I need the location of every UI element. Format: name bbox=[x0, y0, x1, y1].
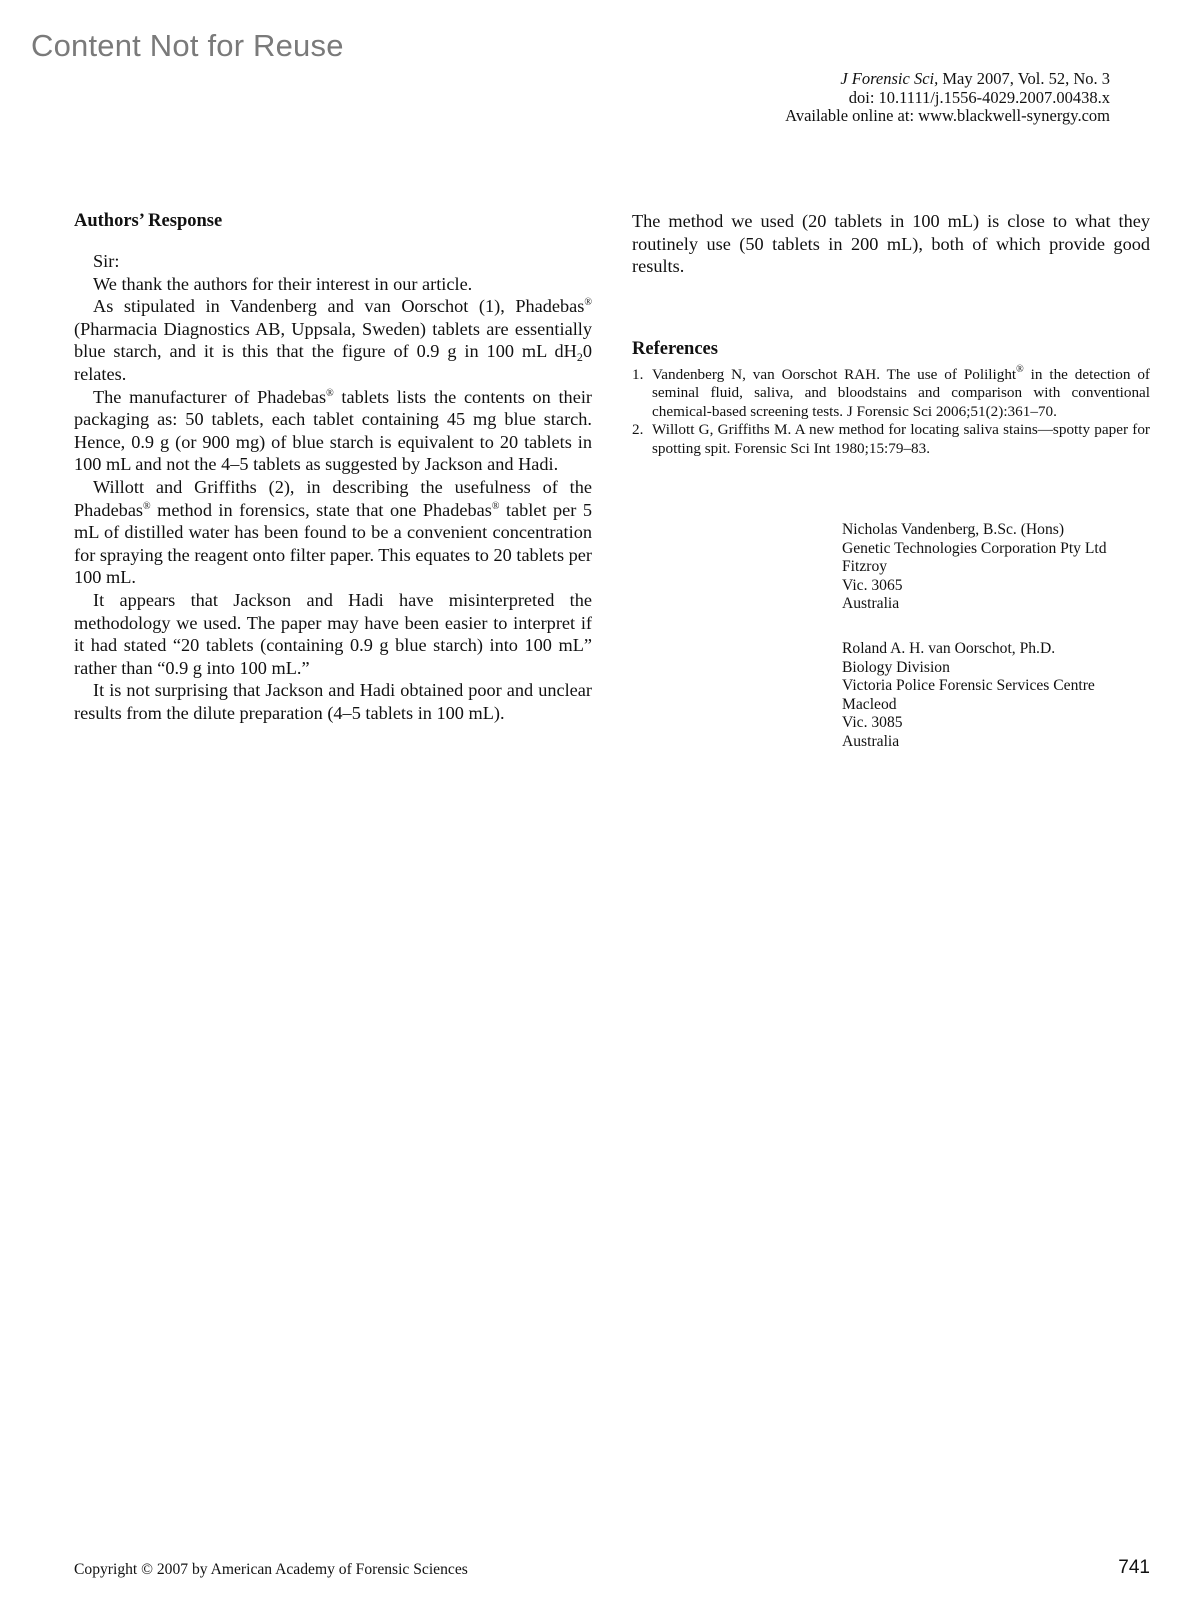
doi-line: doi: 10.1111/j.1556-4029.2007.00438.x bbox=[848, 87, 1110, 107]
affiliation-line: Genetic Technologies Corporation Pty Ltd bbox=[842, 539, 1107, 557]
subscript: 2 bbox=[576, 350, 583, 365]
affiliation-line: Victoria Police Forensic Services Centre bbox=[842, 677, 1095, 695]
paragraph-1: We thank the authors for their interest in our article. bbox=[93, 273, 473, 294]
paragraph-2 bbox=[74, 295, 592, 385]
journal-issue: May 2007, Vol. 52, No. 3 bbox=[938, 69, 1110, 88]
copyright-notice: Copyright © 2007 by American Academy of Forensic Sciences bbox=[74, 1561, 468, 1578]
reference-text-b: in the detection of seminal fluid, saliva, and bloodstains and comparison with conventional chemical-based screening tests. J Forensic Sci 2006;51(2):361–70. bbox=[652, 365, 1150, 420]
paragraph-2-a: As stipulated in Vandenberg and van Oorschot (1), Phadebas bbox=[93, 296, 585, 317]
reference-list bbox=[632, 363, 1150, 459]
watermark-text: Content Not for Reuse bbox=[31, 28, 344, 63]
registered-mark: ® bbox=[1016, 363, 1024, 375]
affiliation-line: Vic. 3065 bbox=[842, 576, 903, 594]
paragraph-6: It is not surprising that Jackson and Hadi obtained poor and unclear results from the dilute preparation (4–5 tablets in 100 mL). bbox=[74, 680, 592, 723]
affiliation-line: Vic. 3085 bbox=[842, 714, 903, 732]
paragraph-2-b: (Pharmacia Diagnostics AB, Uppsala, Sweden) tablets are essentially blue starch, and it is this that the figure of 0.9 g in 100 mL dH bbox=[74, 318, 592, 362]
reference-text: Willott G, Griffiths M. A new method for locating saliva stains—spotty paper for spotting spit. Forensic Sci Int 1980;15:79–83. bbox=[652, 421, 1150, 457]
left-column bbox=[74, 210, 592, 724]
salutation: Sir: bbox=[93, 251, 120, 271]
references-heading: References bbox=[632, 338, 718, 359]
reference-item bbox=[632, 421, 1150, 458]
registered-mark: ® bbox=[491, 500, 500, 512]
author-affiliation-1 bbox=[842, 521, 1107, 614]
author-name: Roland A. H. van Oorschot, Ph.D. bbox=[842, 640, 1056, 657]
affiliation-line: Fitzroy bbox=[842, 558, 888, 576]
affiliation-line: Macleod bbox=[842, 695, 897, 713]
affiliation-line: Australia bbox=[842, 595, 900, 613]
paragraph-7: The method we used (20 tablets in 100 mL) is close to what they routinely use (50 tablets in 200 mL), both of which provide good results. bbox=[632, 211, 1150, 277]
author-affiliation-2 bbox=[842, 640, 1095, 752]
paragraph-3-a: The manufacturer of Phadebas bbox=[93, 386, 327, 407]
author-name: Nicholas Vandenberg, B.Sc. (Hons) bbox=[842, 521, 1065, 538]
section-heading: Authors’ Response bbox=[74, 211, 223, 231]
paragraph-3 bbox=[74, 386, 592, 476]
paragraph-3-b: tablets lists the contents on their packaging as: 50 tablets, each tablet containing 45 mg blue starch. Hence, 0.9 g (or 900 mg) of blue starch is equivalent to 20 tablets in 100 mL and not the 4–5 tablets as suggested by Jackson and Hadi. bbox=[74, 386, 592, 475]
paragraph-4 bbox=[74, 476, 592, 589]
reference-text-a: Vandenberg N, van Oorschot RAH. The use of Polilight bbox=[652, 365, 1017, 383]
online-availability: Available online at: www.blackwell-synergy.com bbox=[785, 106, 1110, 125]
page-number: 741 bbox=[1118, 1557, 1150, 1578]
right-column bbox=[632, 210, 1150, 458]
reference-number: 2. bbox=[632, 421, 644, 439]
affiliation-line: Australia bbox=[842, 732, 900, 750]
paragraph-2-c: 0 relates. bbox=[74, 341, 592, 384]
reference-item bbox=[632, 363, 1150, 422]
registered-mark: ® bbox=[326, 387, 334, 399]
paragraph-5: It appears that Jackson and Hadi have misinterpreted the methodology we used. The paper may have been easier to interpret if it had stated “20 tablets (containing 0.9 g blue starch) into 100 mL” rather than “0.9 g into 100 mL.” bbox=[74, 589, 592, 678]
journal-citation bbox=[785, 70, 1110, 89]
journal-name: J Forensic Sci, bbox=[840, 69, 939, 88]
paragraph-4-a: Willott and Griffiths (2), in describing the usefulness of the Phadebas bbox=[74, 476, 592, 520]
journal-header bbox=[785, 70, 1110, 126]
registered-mark: ® bbox=[143, 500, 151, 512]
affiliation-line: Biology Division bbox=[842, 658, 950, 676]
reference-number: 1. bbox=[632, 365, 644, 383]
paragraph-4-c: tablet per 5 mL of distilled water has been found to be a convenient concentration for spraying the reagent onto filter paper. This equates to 20 tablets per 100 mL. bbox=[74, 499, 592, 588]
registered-mark: ® bbox=[584, 297, 592, 309]
paragraph-4-b: method in forensics, state that one Phadebas bbox=[150, 499, 492, 520]
